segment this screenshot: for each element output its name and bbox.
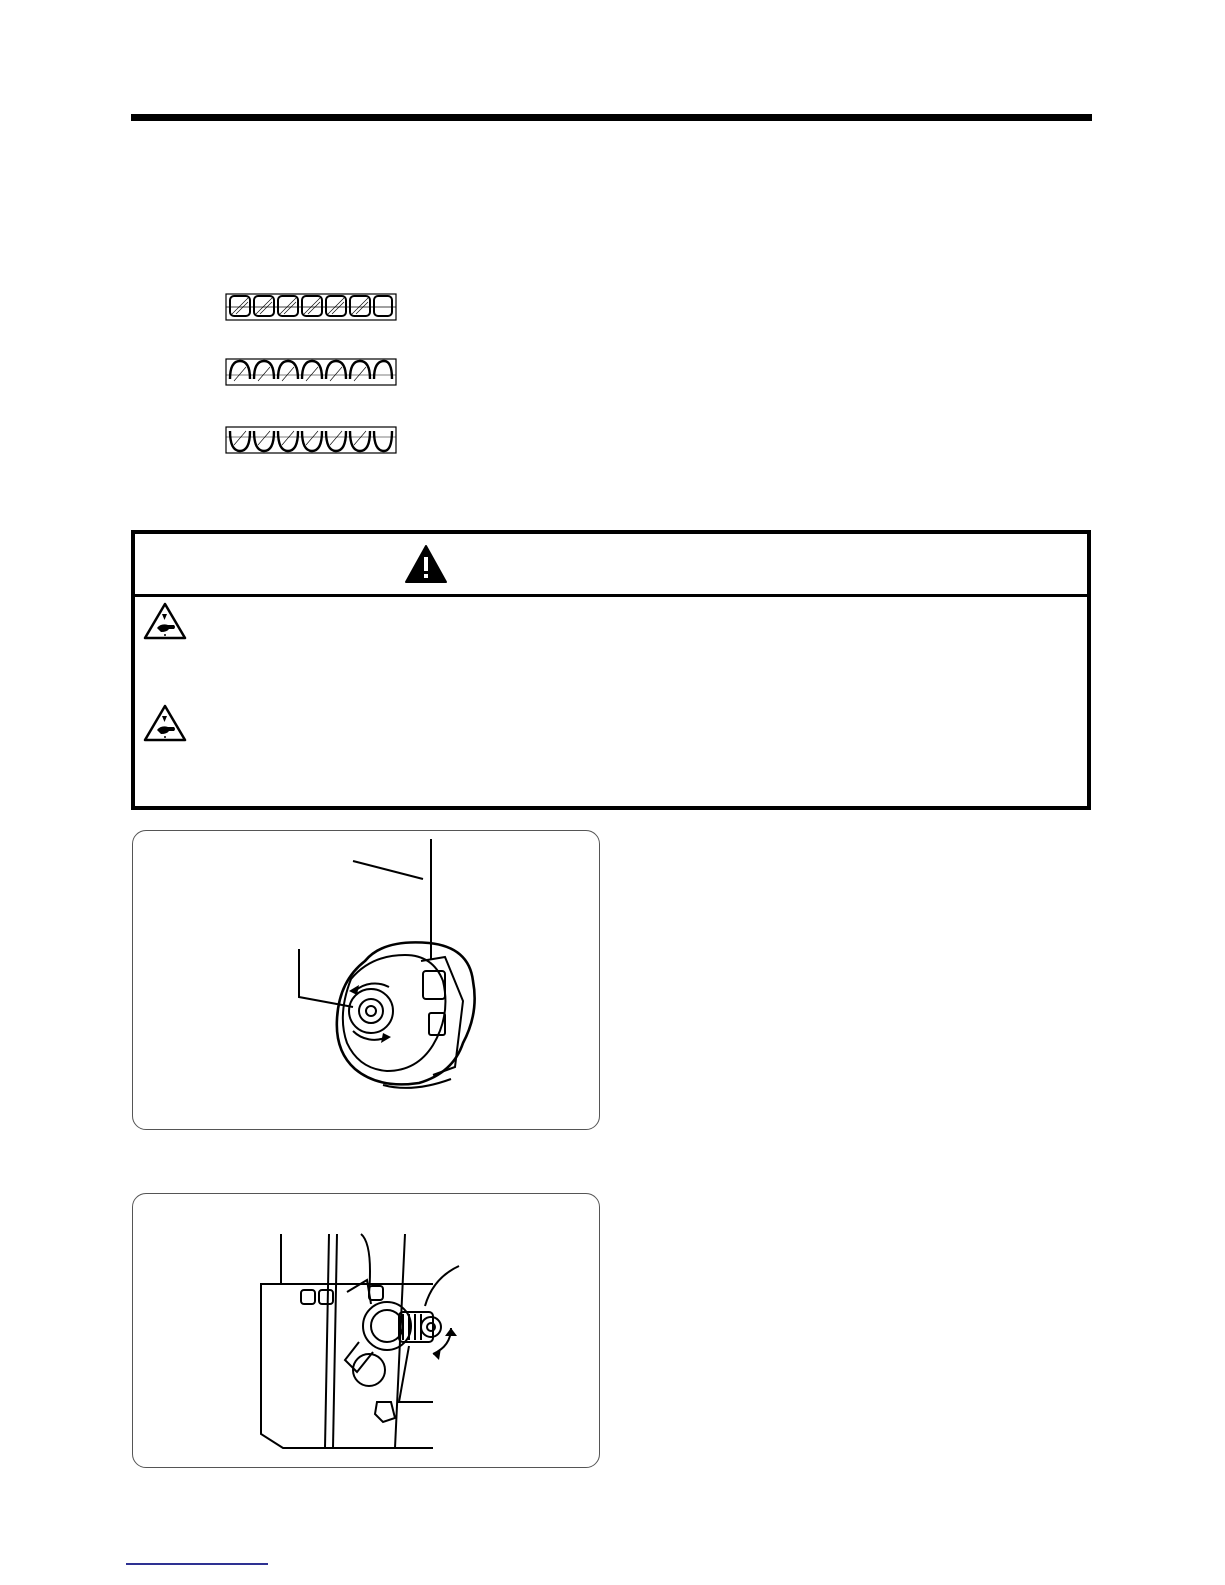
warning-triangle-icon	[404, 544, 448, 584]
stitch-sample-upper-tight	[224, 355, 398, 389]
stitch-sample-upper-loose	[224, 423, 398, 457]
hand-caution-icon	[143, 602, 187, 640]
stitch-sample-correct	[224, 290, 398, 324]
thread-tension-figure	[132, 1193, 600, 1468]
caution-header	[135, 534, 1087, 597]
hand-caution-icon	[143, 704, 187, 742]
caution-box	[131, 530, 1091, 810]
caution-item-2-text	[195, 708, 1075, 748]
thread-tension-illustration	[133, 1194, 601, 1469]
bobbin-case-illustration	[133, 831, 601, 1131]
caution-item-1-text	[195, 606, 1075, 646]
bobbin-case-figure	[132, 830, 600, 1130]
header-rule	[131, 114, 1092, 121]
footer-link-underline[interactable]	[126, 1563, 268, 1565]
